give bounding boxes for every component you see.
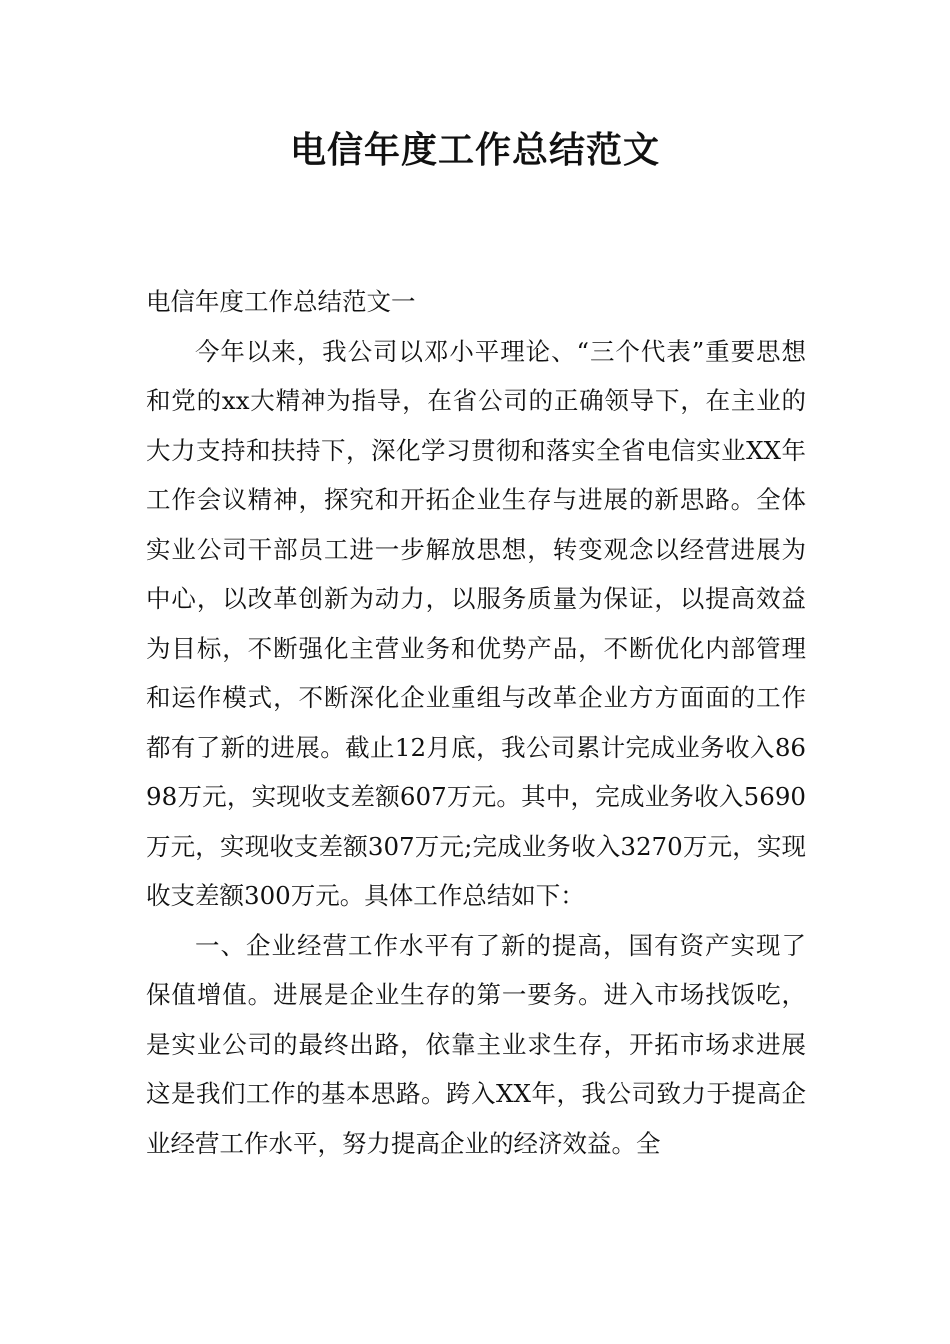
document-body [146, 277, 806, 1168]
paragraph-section-one: 一、企业经营工作水平有了新的提高，国有资产实现了保值增值。进展是企业生存的第一要务。进入市场找饭吃，是实业公司的最终出路，依靠主业求生存，开拓市场求进展这是我们工作的基本思路。跨入XX年，我公司致力于提高企业经营工作水平，努力提高企业的经济效益。全 [146, 930, 806, 1158]
paragraph-intro: 今年以来，我公司以邓小平理论、“三个代表”重要思想和党的xx大精神为指导，在省公司的正确领导下，在主业的大力支持和扶持下，深化学习贯彻和落实全省电信实业XX年工作会议精神，探究和开拓企业生存与进展的新思路。全体实业公司干部员工进一步解放思想，转变观念以经营进展为中心，以改革创新为动力，以服务质量为保证，以提高效益为目标，不断强化主营业务和优势产品，不断优化内部管理和运作模式，不断深化企业重组与改革企业方方面面的工作都有了新的进展。截止12月底，我公司累计完成业务收入8698万元，实现收支差额607万元。其中，完成业务收入5690万元，实现收支差额307万元;完成业务收入3270万元，实现收支差额300万元。具体工作总结如下： [146, 336, 806, 910]
document-title: 电信年度工作总结范文 [289, 130, 660, 171]
section-heading: 电信年度工作总结范文一 [146, 287, 416, 316]
